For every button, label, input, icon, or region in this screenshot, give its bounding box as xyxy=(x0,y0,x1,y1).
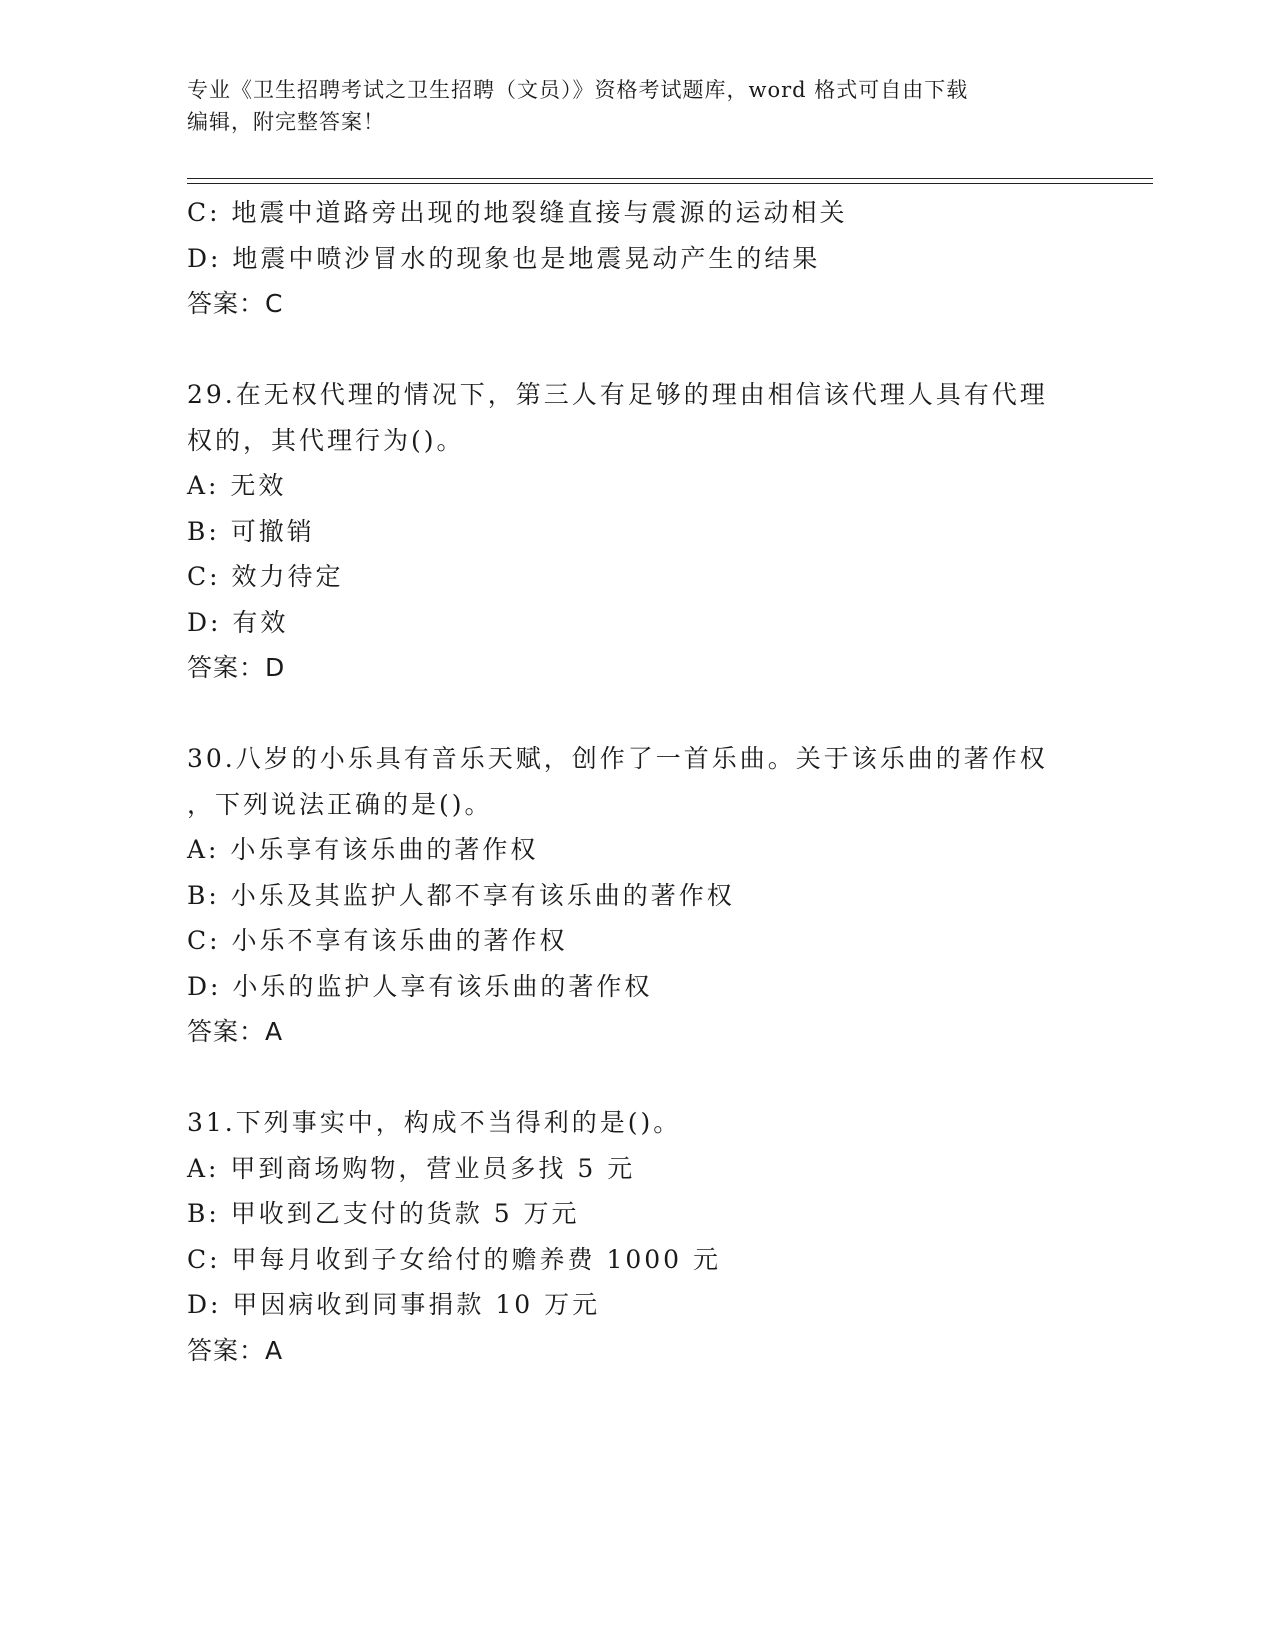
option-d: D: 甲因病收到同事捐款 10 万元 xyxy=(187,1290,601,1319)
header-line-2: 编辑，附完整答案！ xyxy=(187,110,385,134)
option-b: B: 可撤销 xyxy=(187,516,315,546)
option-b: B: 小乐及其监护人都不享有该乐曲的著作权 xyxy=(187,880,735,910)
question-stem-continued: 权的，其代理行为()。 xyxy=(187,425,465,455)
option-b: B: 甲收到乙支付的货款 5 万元 xyxy=(187,1199,580,1228)
document-header xyxy=(187,74,1087,138)
spacer xyxy=(187,327,1087,373)
option-c: C: 地震中道路旁出现的地裂缝直接与震源的运动相关 xyxy=(187,198,848,227)
question-stem: 29.在无权代理的情况下，第三人有足够的理由相信该代理人具有代理 xyxy=(187,380,1048,409)
question-28-tail xyxy=(187,190,1087,327)
answer-line: 答案：D xyxy=(187,653,286,682)
answer-line: 答案：A xyxy=(187,1017,284,1046)
question-stem-continued: ，下列说法正确的是()。 xyxy=(187,789,493,819)
header-line-1: 专业《卫生招聘考试之卫生招聘（文员）》资格考试题库，word 格式可自由下载 xyxy=(187,78,969,102)
question-30 xyxy=(187,736,1087,1055)
question-stem: 31.下列事实中，构成不当得利的是()。 xyxy=(187,1108,682,1137)
question-stem: 30.八岁的小乐具有音乐天赋，创作了一首乐曲。关于该乐曲的著作权 xyxy=(187,744,1048,773)
question-29 xyxy=(187,372,1087,691)
option-a: A: 甲到商场购物，营业员多找 5 元 xyxy=(187,1153,636,1183)
option-c: C: 小乐不享有该乐曲的著作权 xyxy=(187,926,568,955)
answer-line: 答案：A xyxy=(187,1335,284,1365)
question-list xyxy=(187,190,1087,1373)
spacer xyxy=(187,691,1087,737)
option-c: C: 效力待定 xyxy=(187,562,344,591)
header-divider-top xyxy=(187,178,1153,179)
question-31 xyxy=(187,1100,1087,1373)
header-divider-bottom xyxy=(187,183,1153,184)
option-a: A: 小乐享有该乐曲的著作权 xyxy=(187,835,539,864)
answer-line: 答案：C xyxy=(187,289,284,318)
spacer xyxy=(187,1055,1087,1101)
option-d: D: 地震中喷沙冒水的现象也是地震晃动产生的结果 xyxy=(187,243,821,273)
option-d: D: 有效 xyxy=(187,607,289,637)
option-c: C: 甲每月收到子女给付的赡养费 1000 元 xyxy=(187,1244,722,1274)
option-d: D: 小乐的监护人享有该乐曲的著作权 xyxy=(187,971,653,1001)
option-a: A: 无效 xyxy=(187,471,287,500)
